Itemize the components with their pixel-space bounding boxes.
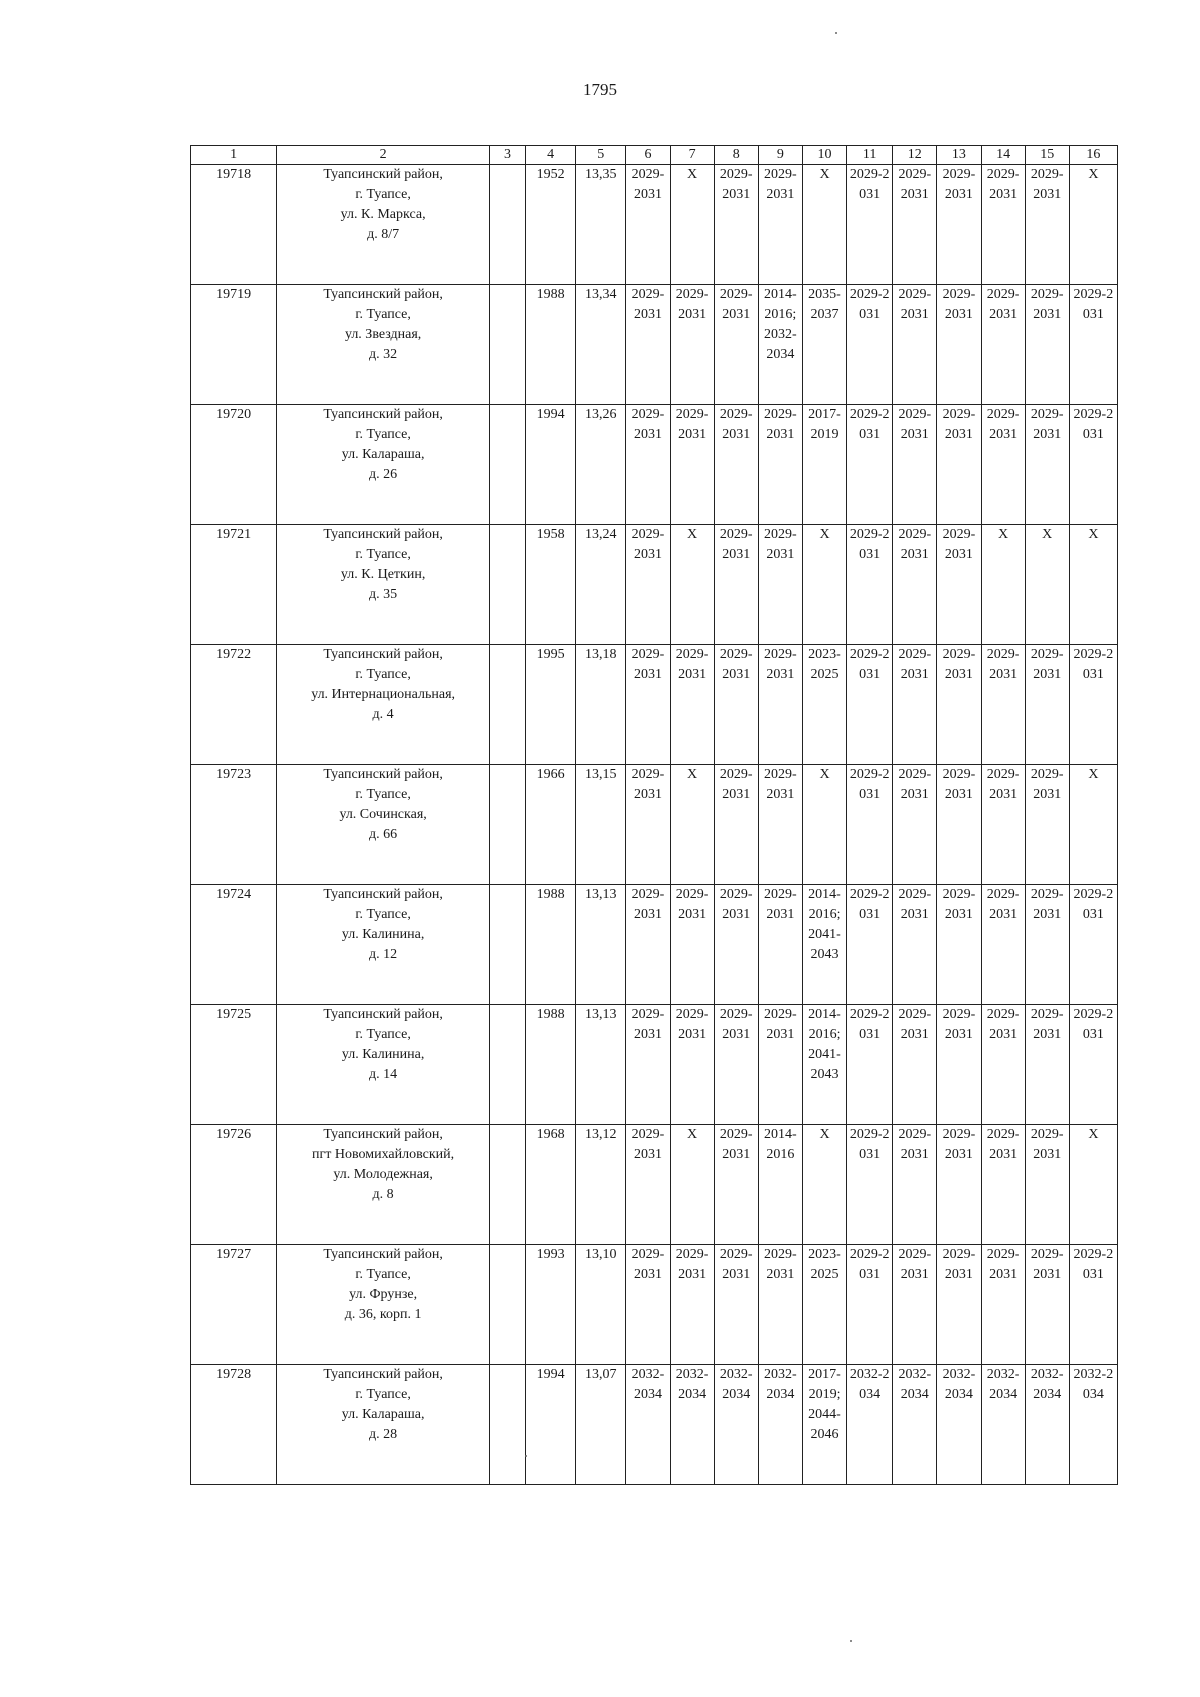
period-cell: 2029-2031 [893,885,937,1005]
period-cell: 2029-2031 [937,885,981,1005]
address-line: д. 12 [369,947,398,962]
period-cell: 2029-2031 [937,645,981,765]
address-line: ул. Фрунзе, [349,1287,418,1302]
address-line: ул. Интернациональная, [311,687,456,702]
address-line: пгт Новомихайловский, [312,1147,455,1162]
period-cell: 2029-2031 [758,405,802,525]
period-cell: 2029-2031 [1025,765,1069,885]
period-cell: 2029-2031 [937,165,981,285]
period-cell: 2029-2031 [1025,645,1069,765]
period-cell: 2029-2031 [893,1125,937,1245]
period-cell: X [802,165,846,285]
column-header: 1 [191,146,277,165]
address-line: г. Туапсе, [355,1027,411,1042]
period-cell: 2029-2031 [847,1125,893,1245]
period-cell: 2032-2034 [758,1365,802,1485]
period-cell: X [1069,165,1117,285]
period-cell: 2029-2031 [670,405,714,525]
period-cell: 2029-2031 [847,1245,893,1365]
year-built-cell: 1993 [526,1245,576,1365]
period-cell: 2032-2034 [1025,1365,1069,1485]
period-cell: 2017-2019; 2044-2046 [802,1365,846,1485]
address-cell [277,1125,490,1245]
value-cell: 13,12 [576,1125,626,1245]
address-cell [277,165,490,285]
address-line: ул. Сочинская, [339,807,427,822]
period-cell: 2014-2016; 2041-2043 [802,885,846,1005]
header-row [191,146,1118,165]
period-cell: 2029-2031 [847,1005,893,1125]
value-cell: 13,13 [576,885,626,1005]
column-header: 2 [277,146,490,165]
address-line: г. Туапсе, [355,307,411,322]
column-3-cell [489,1005,525,1125]
period-cell: 2029-2031 [847,645,893,765]
period-cell: 2029-2031 [714,885,758,1005]
address-line: Туапсинский район, [323,407,443,422]
table-row [191,1245,1118,1365]
address-line: Туапсинский район, [323,287,443,302]
period-cell: 2029-2031 [758,645,802,765]
column-3-cell [489,1125,525,1245]
period-cell: 2032-2034 [1069,1365,1117,1485]
column-3-cell [489,645,525,765]
address-line: Туапсинский район, [323,767,443,782]
period-cell: 2029-2031 [937,765,981,885]
period-cell: 2029-2031 [714,1245,758,1365]
period-cell: 2029-2031 [626,645,670,765]
address-line: д. 26 [369,467,398,482]
period-cell: 2029-2031 [758,165,802,285]
year-built-cell: 1988 [526,285,576,405]
period-cell: 2029-2031 [758,1005,802,1125]
column-header: 12 [893,146,937,165]
period-cell: 2029-2031 [670,1005,714,1125]
period-cell: 2029-2031 [1025,1005,1069,1125]
period-cell: 2029-2031 [714,765,758,885]
address-cell [277,525,490,645]
address-line: г. Туапсе, [355,1387,411,1402]
address-line: Туапсинский район, [323,1247,443,1262]
period-cell: 2032-2034 [847,1365,893,1485]
value-cell: 13,35 [576,165,626,285]
period-cell: 2029-2031 [981,1005,1025,1125]
column-3-cell [489,885,525,1005]
period-cell: 2014-2016; 2032-2034 [758,285,802,405]
address-line: Туапсинский район, [323,1127,443,1142]
address-cell [277,1365,490,1485]
address-line: Туапсинский район, [323,647,443,662]
table-row [191,1125,1118,1245]
address-line: ул. Звездная, [344,327,422,342]
scan-speck [835,32,837,34]
period-cell: 2029-2031 [937,1005,981,1125]
column-header: 6 [626,146,670,165]
period-cell: 2029-2031 [847,525,893,645]
period-cell: 2029-2031 [893,645,937,765]
column-3-cell [489,1365,525,1485]
period-cell: 2029-2031 [893,285,937,405]
column-3-cell [489,405,525,525]
address-line: ул. Калинина, [341,927,425,942]
column-header: 10 [802,146,846,165]
period-cell: 2029-2031 [714,405,758,525]
period-cell: 2029-2031 [758,765,802,885]
period-cell: 2029-2031 [1069,1245,1117,1365]
table-row [191,1365,1118,1485]
address-cell [277,285,490,405]
period-cell: X [670,165,714,285]
value-cell: 13,34 [576,285,626,405]
year-built-cell: 1994 [526,405,576,525]
period-cell: 2029-2031 [626,525,670,645]
column-header: 7 [670,146,714,165]
period-cell: X [802,525,846,645]
period-cell: 2017-2019 [802,405,846,525]
record-id: 19720 [191,405,277,525]
period-cell: 2029-2031 [981,645,1025,765]
column-header: 5 [576,146,626,165]
value-cell: 13,24 [576,525,626,645]
year-built-cell: 1968 [526,1125,576,1245]
period-cell: X [670,525,714,645]
period-cell: 2029-2031 [893,525,937,645]
table-row [191,285,1118,405]
period-cell: 2014-2016; 2041-2043 [802,1005,846,1125]
scan-speck [850,1640,852,1642]
period-cell: 2029-2031 [893,1245,937,1365]
period-cell: 2029-2031 [893,765,937,885]
address-line: ул. К. Цеткин, [340,567,426,582]
registry-body [191,165,1118,1485]
address-line: ул. Калараша, [341,1407,425,1422]
period-cell: 2029-2031 [626,405,670,525]
period-cell: 2029-2031 [847,165,893,285]
record-id: 19723 [191,765,277,885]
scan-speck [525,1455,527,1457]
period-cell: X [670,1125,714,1245]
period-cell: 2029-2031 [758,1245,802,1365]
registry-table [190,145,1118,1485]
period-cell: 2029-2031 [893,1005,937,1125]
period-cell: X [1069,1125,1117,1245]
period-cell: 2029-2031 [626,765,670,885]
address-line: г. Туапсе, [355,1267,411,1282]
period-cell: 2029-2031 [981,405,1025,525]
column-3-cell [489,765,525,885]
period-cell: 2029-2031 [670,885,714,1005]
period-cell: 2029-2031 [937,1125,981,1245]
period-cell: 2014-2016 [758,1125,802,1245]
period-cell: X [981,525,1025,645]
period-cell: 2029-2031 [937,1245,981,1365]
period-cell: 2029-2031 [626,1005,670,1125]
address-line: ул. Калинина, [341,1047,425,1062]
period-cell: 2032-2034 [714,1365,758,1485]
address-cell [277,1245,490,1365]
record-id: 19719 [191,285,277,405]
period-cell: 2023-2025 [802,1245,846,1365]
table-row [191,165,1118,285]
period-cell: 2029-2031 [1025,165,1069,285]
period-cell: 2029-2031 [937,285,981,405]
year-built-cell: 1994 [526,1365,576,1485]
period-cell: 2029-2031 [847,765,893,885]
record-id: 19724 [191,885,277,1005]
value-cell: 13,26 [576,405,626,525]
table-row [191,645,1118,765]
address-line: д. 14 [369,1067,398,1082]
table-row [191,765,1118,885]
address-line: г. Туапсе, [355,787,411,802]
address-line: г. Туапсе, [355,907,411,922]
value-cell: 13,07 [576,1365,626,1485]
column-header: 11 [847,146,893,165]
period-cell: 2029-2031 [670,1245,714,1365]
address-line: ул. Калараша, [341,447,425,462]
address-line: ул. Молодежная, [333,1167,433,1182]
period-cell: 2029-2031 [981,285,1025,405]
period-cell: X [802,765,846,885]
record-id: 19727 [191,1245,277,1365]
period-cell: X [670,765,714,885]
period-cell: 2029-2031 [626,165,670,285]
period-cell: 2029-2031 [847,285,893,405]
period-cell: X [1025,525,1069,645]
address-cell [277,885,490,1005]
period-cell: 2029-2031 [981,1245,1025,1365]
address-line: Туапсинский район, [323,887,443,902]
address-line: Туапсинский район, [323,167,443,182]
period-cell: X [1069,765,1117,885]
period-cell: 2029-2031 [981,885,1025,1005]
address-cell [277,765,490,885]
period-cell: 2029-2031 [670,285,714,405]
address-cell [277,1005,490,1125]
period-cell: 2029-2031 [626,1125,670,1245]
table-row [191,525,1118,645]
address-line: д. 36, корп. 1 [344,1307,422,1322]
year-built-cell: 1966 [526,765,576,885]
period-cell: 2029-2031 [1069,645,1117,765]
period-cell: 2032-2034 [937,1365,981,1485]
address-line: ул. К. Маркса, [340,207,426,222]
address-line: г. Туапсе, [355,187,411,202]
value-cell: 13,15 [576,765,626,885]
address-line: д. 28 [369,1427,398,1442]
address-line: д. 66 [369,827,398,842]
period-cell: X [1069,525,1117,645]
period-cell: 2029-2031 [1025,1245,1069,1365]
period-cell: 2029-2031 [1025,1125,1069,1245]
table-row [191,405,1118,525]
period-cell: 2029-2031 [1025,885,1069,1005]
period-cell: 2032-2034 [981,1365,1025,1485]
period-cell: 2032-2034 [626,1365,670,1485]
record-id: 19728 [191,1365,277,1485]
address-line: Туапсинский район, [323,527,443,542]
year-built-cell: 1995 [526,645,576,765]
period-cell: 2029-2031 [981,165,1025,285]
period-cell: 2023-2025 [802,645,846,765]
page-number: 1795 [583,80,617,99]
period-cell: 2029-2031 [670,645,714,765]
column-header: 4 [526,146,576,165]
period-cell: 2029-2031 [626,1245,670,1365]
period-cell: 2029-2031 [981,1125,1025,1245]
address-line: Туапсинский район, [323,1367,443,1382]
period-cell: 2029-2031 [1025,405,1069,525]
address-line: д. 4 [372,707,394,722]
address-line: д. 32 [369,347,398,362]
column-header: 15 [1025,146,1069,165]
period-cell: 2029-2031 [626,285,670,405]
value-cell: 13,10 [576,1245,626,1365]
period-cell: 2029-2031 [847,885,893,1005]
period-cell: 2029-2031 [1025,285,1069,405]
address-cell [277,645,490,765]
year-built-cell: 1988 [526,885,576,1005]
period-cell: 2029-2031 [981,765,1025,885]
address-line: д. 35 [369,587,398,602]
period-cell: 2029-2031 [714,525,758,645]
period-cell: 2029-2031 [758,525,802,645]
record-id: 19721 [191,525,277,645]
address-line: Туапсинский район, [323,1007,443,1022]
column-3-cell [489,285,525,405]
period-cell: 2029-2031 [714,1125,758,1245]
period-cell: 2029-2031 [714,1005,758,1125]
period-cell: 2029-2031 [847,405,893,525]
column-3-cell [489,165,525,285]
year-built-cell: 1988 [526,1005,576,1125]
period-cell: 2032-2034 [893,1365,937,1485]
column-header: 13 [937,146,981,165]
column-header: 14 [981,146,1025,165]
period-cell: 2029-2031 [714,285,758,405]
table-row [191,1005,1118,1125]
column-3-cell [489,1245,525,1365]
record-id: 19722 [191,645,277,765]
column-header: 16 [1069,146,1117,165]
column-header: 3 [489,146,525,165]
record-id: 19725 [191,1005,277,1125]
period-cell: 2029-2031 [937,525,981,645]
year-built-cell: 1952 [526,165,576,285]
address-line: д. 8/7 [367,227,400,242]
period-cell: 2029-2031 [1069,405,1117,525]
address-line: г. Туапсе, [355,667,411,682]
record-id: 19718 [191,165,277,285]
column-header: 9 [758,146,802,165]
period-cell: 2029-2031 [714,165,758,285]
period-cell: 2029-2031 [893,405,937,525]
table-row [191,885,1118,1005]
period-cell: 2029-2031 [714,645,758,765]
column-header: 8 [714,146,758,165]
column-3-cell [489,525,525,645]
period-cell: 2029-2031 [1069,885,1117,1005]
value-cell: 13,18 [576,645,626,765]
value-cell: 13,13 [576,1005,626,1125]
period-cell: 2029-2031 [1069,1005,1117,1125]
record-id: 19726 [191,1125,277,1245]
period-cell: 2029-2031 [937,405,981,525]
period-cell: 2029-2031 [1069,285,1117,405]
period-cell: 2029-2031 [758,885,802,1005]
year-built-cell: 1958 [526,525,576,645]
address-line: г. Туапсе, [355,427,411,442]
address-line: д. 8 [372,1187,394,1202]
period-cell: X [802,1125,846,1245]
address-cell [277,405,490,525]
period-cell: 2035-2037 [802,285,846,405]
period-cell: 2029-2031 [893,165,937,285]
address-line: г. Туапсе, [355,547,411,562]
period-cell: 2029-2031 [626,885,670,1005]
period-cell: 2032-2034 [670,1365,714,1485]
